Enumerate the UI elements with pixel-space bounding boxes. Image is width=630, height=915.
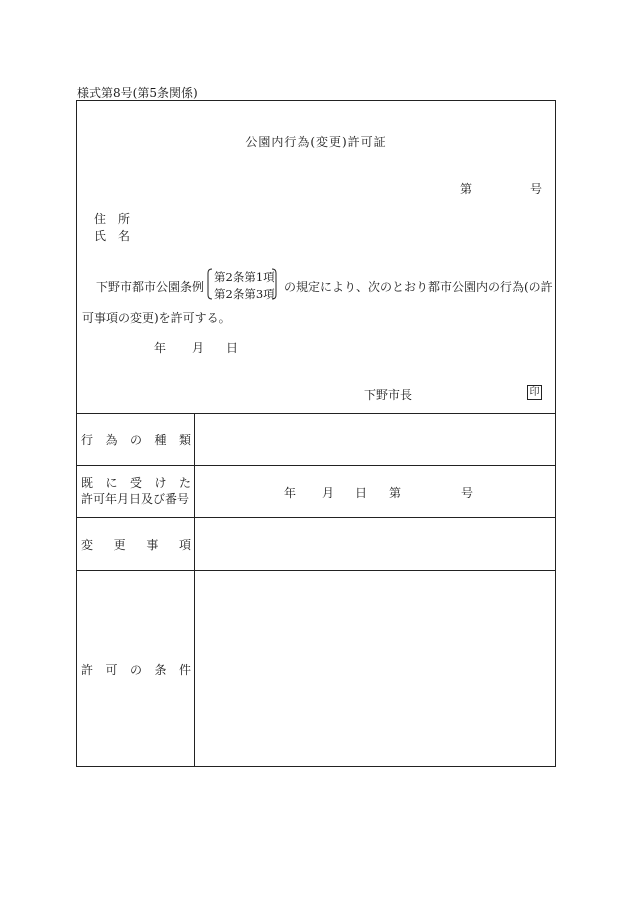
label-char: け — [154, 476, 167, 490]
label-char: 条 — [154, 663, 167, 677]
label-char: に — [105, 476, 118, 490]
label-char: の — [129, 663, 142, 677]
label-char: 事 — [146, 538, 159, 552]
permit-number-go: 号 — [530, 182, 543, 196]
issue-date-month: 月 — [192, 341, 205, 355]
label-char: 既 — [81, 476, 94, 490]
clause-option-2: 第2条第3項 — [214, 287, 275, 301]
label-char: 種 — [154, 433, 167, 447]
table-column-divider — [194, 413, 195, 766]
seal-mark: 印 — [527, 385, 542, 400]
row-label-changed-items — [81, 536, 191, 553]
row-label-activity-type — [81, 431, 191, 448]
row-label-previous-permit-line-2: 許可年月日及び番号 — [81, 492, 190, 506]
issue-date-year: 年 — [154, 341, 167, 355]
row-label-permit-conditions — [81, 661, 191, 678]
label-char: た — [178, 476, 191, 490]
previous-permit-year: 年 — [284, 486, 297, 500]
table-divider — [77, 465, 555, 466]
ordinance-name: 下野市都市公園条例 — [96, 280, 205, 294]
permit-number-dai: 第 — [460, 182, 473, 196]
issuer-mayor: 下野市長 — [364, 388, 413, 402]
body-text-line-2: 可事項の変更)を許可する。 — [82, 311, 231, 325]
document-title: 公園内行為(変更)許可証 — [245, 135, 387, 149]
permit-form-frame — [76, 100, 556, 767]
row-label-previous-permit-line-1 — [81, 474, 191, 491]
label-char: 件 — [178, 663, 191, 677]
previous-permit-month: 月 — [322, 486, 335, 500]
label-char: の — [129, 433, 142, 447]
body-text-line-1: の規定により、次のとおり都市公園内の行為(の許 — [284, 280, 553, 294]
label-char: 更 — [113, 538, 126, 552]
name-label: 氏 名 — [94, 229, 131, 243]
previous-permit-go: 号 — [461, 486, 474, 500]
label-char: 変 — [81, 538, 94, 552]
address-label: 住 所 — [94, 212, 131, 226]
clause-option-1: 第2条第1項 — [214, 270, 275, 284]
issue-date-day: 日 — [226, 341, 239, 355]
form-number-label: 様式第8号(第5条関係) — [77, 86, 198, 100]
label-char: 項 — [178, 538, 191, 552]
label-char: 許 — [81, 663, 94, 677]
previous-permit-dai: 第 — [389, 486, 402, 500]
table-divider — [77, 517, 555, 518]
label-char: 為 — [105, 433, 118, 447]
table-divider — [77, 413, 555, 414]
previous-permit-day: 日 — [355, 486, 368, 500]
label-char: 可 — [105, 663, 118, 677]
label-char: 行 — [81, 433, 94, 447]
label-char: 受 — [129, 476, 142, 490]
label-char: 類 — [178, 433, 191, 447]
table-divider — [77, 570, 555, 571]
